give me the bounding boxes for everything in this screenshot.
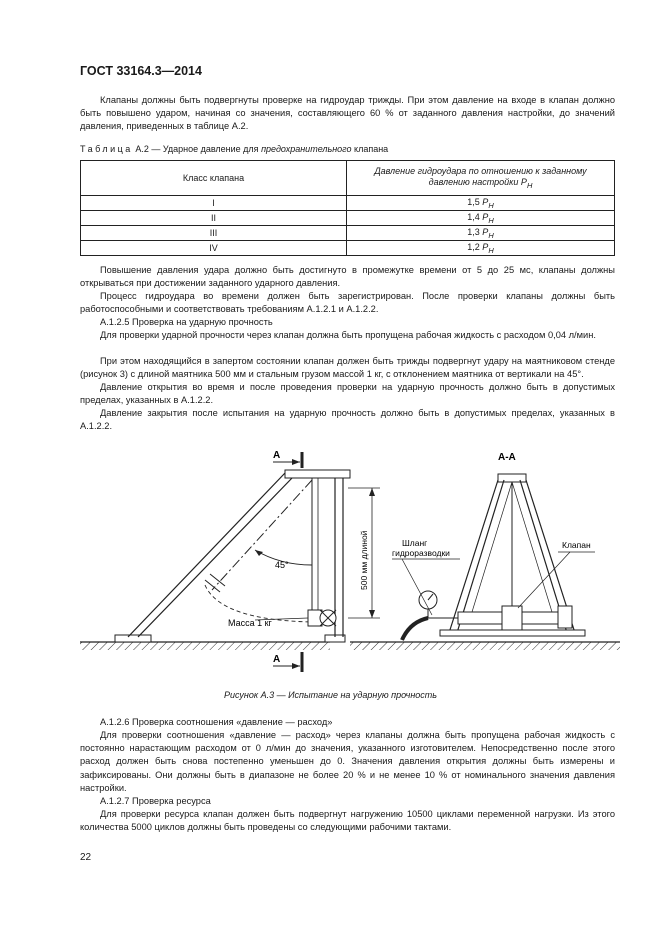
class-cell: IV bbox=[81, 241, 347, 256]
table-caption-number: А.2 — Ударное давление для bbox=[135, 144, 259, 154]
table-row bbox=[81, 226, 615, 241]
left-view bbox=[80, 450, 380, 672]
table-header-pressure: Давление гидроудара по отношению к заданному давлению настройки $P_H$ bbox=[347, 161, 615, 196]
paragraph: Процесс гидроудара во времени должен быть зарегистрирован. После проверки клапаны должны быть работоспособными и соответствовать требованиям А.1.2.1 и А.1.2.2. bbox=[80, 291, 615, 315]
paragraph: Для проверки соотношения «давление — расход» через клапаны должна быть пропущена рабочая жидкость с постоянно нарастающим расходом от 0 л/мин до значения, указанного изготовителем. Непосредственно после этого расход должен быть снова постепенно уменьшен до 0. Значения давления открытия должны быть измерены и зафиксированы. Они должны быть в диапазоне не более 20 % и не менее 10 % от номинального значения давления настройки. bbox=[80, 730, 615, 793]
section-heading-a126: А.1.2.6 Проверка соотношения «давление — расход» bbox=[100, 717, 333, 727]
pressure-cell: 1,5 $P_H$ bbox=[347, 196, 615, 211]
leg-diagonal bbox=[128, 473, 285, 637]
pressure-cell: 1,2 $P_H$ bbox=[347, 241, 615, 256]
table-caption-prefix: Таблица bbox=[80, 144, 133, 154]
table-caption-suffix: клапана bbox=[354, 144, 389, 154]
table-header-class: Класс клапана bbox=[81, 161, 347, 196]
mass-deflected bbox=[205, 574, 225, 592]
ground-hatch-left bbox=[80, 642, 330, 650]
class-cell: III bbox=[81, 226, 347, 241]
mass-label: Масса 1 кг bbox=[228, 618, 272, 628]
hose bbox=[402, 618, 428, 640]
swing-arc bbox=[205, 585, 312, 622]
valve-label: Клапан bbox=[562, 540, 591, 550]
length-label: 500 мм длиной bbox=[359, 530, 369, 590]
hose-label-2: гидроразводки bbox=[392, 548, 450, 558]
table-caption-italic: предохранительного bbox=[261, 144, 352, 154]
table-caption bbox=[80, 144, 388, 154]
page-number: 22 bbox=[80, 852, 92, 863]
table-row bbox=[81, 196, 615, 211]
section-label-aa: А-А bbox=[498, 452, 516, 463]
base-left bbox=[115, 635, 151, 642]
paragraph: Давление открытия во время и после проведения проверки на ударную прочность должно быть в допустимых пределах, указанных в А.1.2.2. bbox=[80, 382, 615, 406]
section-mark-top: А bbox=[273, 450, 281, 461]
top-beam bbox=[285, 470, 350, 478]
pressure-cell: 1,3 $P_H$ bbox=[347, 226, 615, 241]
section-heading-a127: А.1.2.7 Проверка ресурса bbox=[100, 796, 211, 806]
section-mark-bottom: А bbox=[273, 654, 281, 665]
paragraph: Давление закрытия после испытания на ударную прочность должно быть в допустимых пределах, указанных в А.1.2.2. bbox=[80, 408, 615, 432]
paragraph: Повышение давления удара должно быть достигнуто в промежутке времени от 5 до 25 мс, клапаны должны открываться при достижении заданного ударного давления. bbox=[80, 265, 615, 289]
paragraph: Для проверки ресурса клапан должен быть подвергнут нагружению 10500 циклами переменной нагрузки. Из этого количества 5000 циклов должны быть проведены со следующими рабочими тактами. bbox=[80, 809, 615, 833]
pressure-cell: 1,4 $P_H$ bbox=[347, 211, 615, 226]
class-cell: I bbox=[81, 196, 347, 211]
angle-arrow bbox=[255, 550, 263, 556]
page-header: ГОСТ 33164.3—2014 bbox=[80, 64, 202, 78]
platform-aa bbox=[440, 630, 585, 636]
class-cell: II bbox=[81, 211, 347, 226]
angle-label: 45° bbox=[275, 560, 289, 570]
impact-pressure-table bbox=[80, 160, 615, 256]
ground-hatch-right bbox=[350, 642, 620, 650]
top-block-aa bbox=[498, 474, 526, 482]
section-heading-a125: А.1.2.5 Проверка на ударную прочность bbox=[100, 317, 273, 327]
right-view bbox=[350, 452, 620, 650]
paragraph: При этом находящийся в запертом состоянии клапан должен быть трижды подвергнут удару на маятниковом стенде (рисунок 3) с длиной маятника 500 мм и стальным грузом массой 1 кг, с отклонением маятника от вертикали на 45°. bbox=[80, 356, 615, 380]
intro-paragraph: Клапаны должны быть подвергнуты проверке на гидроудар трижды. При этом давление на входе в клапан должно быть повышено ударом, начиная со значения, составляющего 60 % от заданного давления настройки, до значений давления, приведенных в таблице А.2. bbox=[80, 95, 615, 132]
table-row bbox=[81, 211, 615, 226]
hose-label-1: Шланг bbox=[402, 538, 428, 548]
valve bbox=[502, 606, 522, 630]
pendulum-test-figure bbox=[80, 440, 620, 680]
figure-caption: Рисунок А.3 — Испытание на ударную прочность bbox=[223, 690, 438, 700]
paragraph: Для проверки ударной прочности через клапан должна быть пропущена рабочая жидкость с расходом 0,04 л/мин. bbox=[100, 330, 596, 340]
table-row bbox=[81, 241, 615, 256]
